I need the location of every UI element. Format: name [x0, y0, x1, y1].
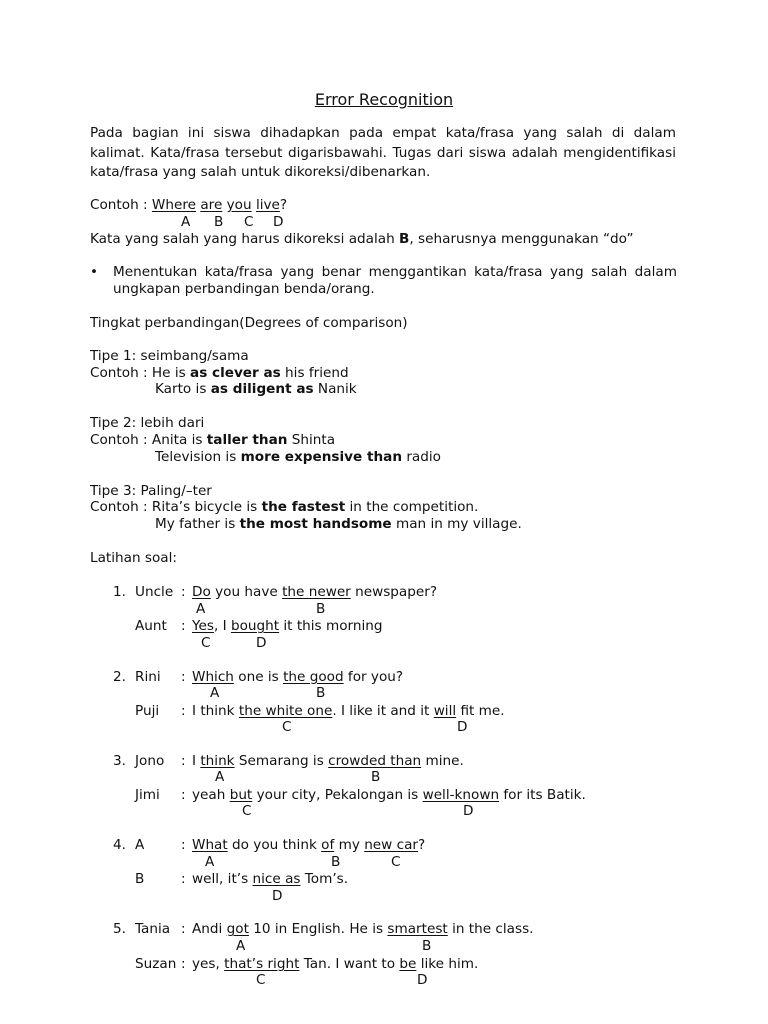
option-c: new car: [364, 837, 418, 853]
text: ?: [418, 837, 426, 853]
example-word-b: are: [200, 197, 223, 213]
t2e1-pre: Anita is: [151, 432, 207, 448]
t2e2-post: radio: [402, 449, 441, 465]
dialogue-line: [192, 753, 464, 770]
letter-d: D: [417, 972, 428, 988]
letter-c: C: [391, 854, 401, 870]
speaker-name: B: [135, 871, 145, 887]
option-a: got: [226, 921, 249, 937]
t1e1-post: his friend: [280, 365, 349, 381]
speaker-colon: :: [181, 669, 186, 685]
t2e2-bold: more expensive than: [240, 449, 402, 465]
text: well, it’s: [192, 871, 253, 887]
explanation-text-end: , seharusnya menggunakan “do”: [409, 231, 634, 247]
text: 10 in English. He is: [248, 921, 388, 937]
dialogue-line: [192, 921, 534, 938]
text: do you think: [227, 837, 322, 853]
letter-a: A: [196, 601, 206, 617]
text: in the class.: [447, 921, 534, 937]
t1e2-post: Nanik: [313, 381, 357, 397]
t1e1-bold: as clever as: [190, 365, 281, 381]
speaker-colon: :: [181, 618, 186, 634]
letter-d: D: [463, 803, 474, 819]
text: your city, Pekalongan is: [252, 787, 423, 803]
option-c: but: [229, 787, 253, 803]
letter-c: C: [201, 635, 211, 651]
speaker-name: Tania: [135, 921, 171, 937]
text: for you?: [343, 669, 404, 685]
example-letter-d: D: [273, 214, 284, 230]
question-number: 2.: [113, 669, 126, 685]
option-d: bought: [230, 618, 280, 634]
question-number: 5.: [113, 921, 126, 937]
explanation-answer: B: [399, 231, 410, 247]
text: like him.: [416, 956, 479, 972]
letter-c: C: [256, 972, 266, 988]
t3e2-bold: the most handsome: [239, 516, 392, 532]
option-b: smartest: [387, 921, 448, 937]
speaker-name: Jimi: [135, 787, 160, 803]
example-sentence: [90, 197, 287, 214]
letter-a: A: [205, 854, 215, 870]
type2-example2: [155, 449, 441, 466]
bullet-dot: •: [90, 264, 99, 280]
t3e1-post: in the competition.: [345, 499, 479, 515]
example-explanation: [90, 231, 634, 248]
letter-b: B: [331, 854, 341, 870]
text: one is: [233, 669, 284, 685]
dialogue-line: [192, 584, 437, 601]
letter-d: D: [256, 635, 267, 651]
dialogue-line: [192, 669, 403, 686]
example-word-d: live: [255, 197, 280, 213]
option-a: think: [200, 753, 235, 769]
text: fit me.: [456, 703, 505, 719]
option-d: nice as: [252, 871, 301, 887]
explanation-text: Kata yang salah yang harus dikoreksi adalah: [90, 231, 400, 247]
letter-a: A: [210, 685, 220, 701]
text: it this morning: [279, 618, 383, 634]
letter-b: B: [422, 938, 432, 954]
example-letter-b: B: [214, 214, 224, 230]
type1-label: Contoh :: [90, 365, 148, 381]
option-b: crowded than: [328, 753, 422, 769]
dialogue-line: [192, 956, 478, 973]
question-number: 3.: [113, 753, 126, 769]
text: , I: [213, 618, 231, 634]
t1e2-bold: as diligent as: [210, 381, 314, 397]
text: Semarang is: [234, 753, 329, 769]
text: I: [192, 753, 201, 769]
speaker-colon: :: [181, 871, 186, 887]
type3-heading: Tipe 3: Paling/–ter: [90, 483, 212, 499]
speaker-name: Jono: [135, 753, 165, 769]
speaker-colon: :: [181, 703, 186, 719]
type3-example1: [90, 499, 478, 516]
question-number: 1.: [113, 584, 126, 600]
speaker-colon: :: [181, 956, 186, 972]
option-a: Which: [192, 669, 234, 685]
option-b: the good: [283, 669, 344, 685]
intro-paragraph: Pada bagian ini siswa dihadapkan pada empat kata/frasa yang salah di dalam kalimat. Kata/frasa tersebut digarisbawahi. Tugas dari siswa adalah mengidentifikasi kata/frasa yang salah untuk dikoreksi/dibenarkan.: [90, 125, 676, 180]
option-d: will: [433, 703, 457, 719]
letter-c: C: [242, 803, 252, 819]
option-d: well-known: [422, 787, 500, 803]
text: I think: [192, 703, 239, 719]
option-a: Do: [192, 584, 211, 600]
type2-example1: [90, 432, 335, 449]
text: for its Batik.: [499, 787, 586, 803]
text: yes,: [192, 956, 225, 972]
option-d: be: [399, 956, 417, 972]
speaker-name: Suzan: [135, 956, 177, 972]
dialogue-line: [192, 618, 383, 635]
latihan-heading: Latihan soal:: [90, 550, 177, 566]
letter-a: A: [236, 938, 246, 954]
example-letter-c: C: [244, 214, 254, 230]
letter-b: B: [316, 685, 326, 701]
type1-heading: Tipe 1: seimbang/sama: [90, 348, 249, 364]
text: you have: [210, 584, 283, 600]
letter-d: D: [457, 719, 468, 735]
question-number: 4.: [113, 837, 126, 853]
text: my: [334, 837, 365, 853]
letter-d: D: [272, 888, 283, 904]
type3-example2: [155, 516, 522, 533]
t2e1-bold: taller than: [206, 432, 288, 448]
speaker-colon: :: [181, 584, 186, 600]
dialogue-line: [192, 837, 425, 854]
letter-c: C: [282, 719, 292, 735]
speaker-colon: :: [181, 837, 186, 853]
t3e2-pre: My father is: [155, 516, 240, 532]
speaker-name: Uncle: [135, 584, 174, 600]
option-b: of: [321, 837, 335, 853]
degrees-heading: Tingkat perbandingan(Degrees of comparison): [90, 315, 408, 331]
page-title: Error Recognition: [314, 90, 454, 109]
speaker-colon: :: [181, 753, 186, 769]
t3e2-post: man in my village.: [391, 516, 522, 532]
letter-a: A: [215, 769, 225, 785]
t1e1-pre: He is: [151, 365, 191, 381]
example-letter-a: A: [181, 214, 191, 230]
letter-b: B: [371, 769, 381, 785]
text: Andi: [192, 921, 227, 937]
letter-b: B: [316, 601, 326, 617]
option-c: Yes: [192, 618, 214, 634]
t3e1-pre: Rita’s bicycle is: [151, 499, 262, 515]
dialogue-line: [192, 703, 505, 720]
option-c: that’s right: [224, 956, 300, 972]
speaker-colon: :: [181, 787, 186, 803]
type1-example1: [90, 365, 349, 382]
text: . I like it and it: [332, 703, 434, 719]
speaker-name: A: [135, 837, 145, 853]
t2e1-post: Shinta: [287, 432, 336, 448]
type3-label: Contoh :: [90, 499, 148, 515]
option-b: the newer: [282, 584, 351, 600]
type1-example2: [155, 381, 357, 398]
type2-label: Contoh :: [90, 432, 148, 448]
option-c: the white one: [238, 703, 333, 719]
text: newspaper?: [350, 584, 438, 600]
speaker-name: Puji: [135, 703, 160, 719]
speaker-name: Rini: [135, 669, 161, 685]
t1e2-pre: Karto is: [155, 381, 211, 397]
example-label: Contoh :: [90, 197, 148, 213]
type2-heading: Tipe 2: lebih dari: [90, 415, 205, 431]
example-end: ?: [279, 197, 288, 213]
example-word-a: Where: [151, 197, 196, 213]
dialogue-line: [192, 787, 586, 804]
speaker-name: Aunt: [135, 618, 167, 634]
speaker-colon: :: [181, 921, 186, 937]
t3e1-bold: the fastest: [261, 499, 346, 515]
dialogue-line: [192, 871, 348, 888]
text: yeah: [192, 787, 230, 803]
text: Tan. I want to: [299, 956, 400, 972]
example-word-c: you: [226, 197, 252, 213]
bullet-text: Menentukan kata/frasa yang benar menggantikan kata/frasa yang salah dalam ungkapan perbandingan benda/orang.: [113, 264, 677, 297]
text: mine.: [421, 753, 464, 769]
option-a: What: [192, 837, 228, 853]
t2e2-pre: Television is: [155, 449, 241, 465]
text: Tom’s.: [300, 871, 349, 887]
